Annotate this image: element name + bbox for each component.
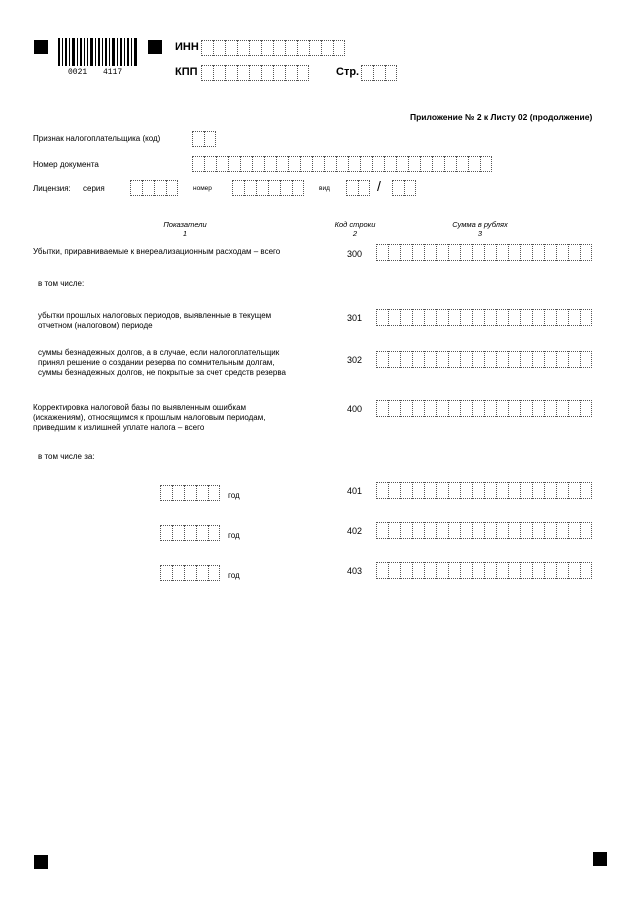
row-403-year-field[interactable] bbox=[160, 565, 220, 581]
character-cell[interactable] bbox=[312, 156, 324, 172]
character-cell[interactable] bbox=[532, 400, 544, 417]
character-cell[interactable] bbox=[544, 351, 556, 368]
character-cell[interactable] bbox=[228, 156, 240, 172]
row-403-amount-field[interactable] bbox=[376, 562, 592, 579]
col3-number: 3 bbox=[477, 229, 483, 238]
character-cell[interactable] bbox=[496, 351, 508, 368]
character-cell[interactable] bbox=[376, 244, 388, 261]
character-cell[interactable] bbox=[460, 351, 472, 368]
row-302-label-line-3: суммы безнадежных долгов, не покрытые за счет средств резерва bbox=[38, 368, 286, 377]
character-cell[interactable] bbox=[460, 562, 472, 579]
character-cell[interactable] bbox=[520, 482, 532, 499]
character-cell[interactable] bbox=[376, 522, 388, 539]
row-301-code: 301 bbox=[347, 313, 363, 323]
col2-number: 2 bbox=[352, 229, 358, 238]
row-400-label-line-3: приведшим к излишней уплате налога – всего bbox=[33, 423, 205, 432]
character-cell[interactable] bbox=[237, 40, 249, 56]
row-302-code: 302 bbox=[347, 355, 363, 365]
character-cell[interactable] bbox=[436, 562, 448, 579]
character-cell[interactable] bbox=[420, 156, 432, 172]
character-cell[interactable] bbox=[196, 525, 208, 541]
character-cell[interactable] bbox=[460, 244, 472, 261]
character-cell[interactable] bbox=[568, 400, 580, 417]
row-400-label-line-2: (искажениям), относящимся к прошлым налоговым периодам, bbox=[33, 413, 266, 422]
taxpayer-sign-field[interactable] bbox=[192, 131, 216, 147]
character-cell[interactable] bbox=[484, 522, 496, 539]
character-cell[interactable] bbox=[424, 309, 436, 326]
character-cell[interactable] bbox=[184, 525, 196, 541]
character-cell[interactable] bbox=[321, 40, 333, 56]
character-cell[interactable] bbox=[208, 485, 220, 501]
character-cell[interactable] bbox=[424, 562, 436, 579]
character-cell[interactable] bbox=[213, 65, 225, 81]
character-cell[interactable] bbox=[580, 482, 592, 499]
barcode-number-right: 4117 bbox=[103, 68, 123, 77]
character-cell[interactable] bbox=[404, 180, 416, 196]
character-cell[interactable] bbox=[472, 244, 484, 261]
character-cell[interactable] bbox=[556, 482, 568, 499]
character-cell[interactable] bbox=[361, 65, 373, 81]
character-cell[interactable] bbox=[424, 522, 436, 539]
character-cell[interactable] bbox=[400, 482, 412, 499]
character-cell[interactable] bbox=[244, 180, 256, 196]
character-cell[interactable] bbox=[264, 156, 276, 172]
character-cell[interactable] bbox=[172, 525, 184, 541]
corner-marker-bottom-right bbox=[593, 852, 607, 866]
character-cell[interactable] bbox=[388, 562, 400, 579]
character-cell[interactable] bbox=[225, 40, 237, 56]
row-401-year-field[interactable] bbox=[160, 485, 220, 501]
character-cell[interactable] bbox=[412, 482, 424, 499]
character-cell[interactable] bbox=[568, 351, 580, 368]
character-cell[interactable] bbox=[384, 156, 396, 172]
character-cell[interactable] bbox=[532, 351, 544, 368]
character-cell[interactable] bbox=[388, 400, 400, 417]
character-cell[interactable] bbox=[130, 180, 142, 196]
character-cell[interactable] bbox=[376, 309, 388, 326]
row-300-code: 300 bbox=[347, 249, 363, 259]
character-cell[interactable] bbox=[400, 400, 412, 417]
character-cell[interactable] bbox=[448, 400, 460, 417]
character-cell[interactable] bbox=[432, 156, 444, 172]
character-cell[interactable] bbox=[460, 482, 472, 499]
character-cell[interactable] bbox=[388, 482, 400, 499]
character-cell[interactable] bbox=[348, 156, 360, 172]
character-cell[interactable] bbox=[249, 40, 261, 56]
character-cell[interactable] bbox=[184, 485, 196, 501]
row-300-label: Убытки, приравниваемые к внереализационным расходам – всего bbox=[33, 247, 281, 256]
inn-label: ИНН bbox=[175, 41, 199, 53]
character-cell[interactable] bbox=[448, 482, 460, 499]
character-cell[interactable] bbox=[556, 522, 568, 539]
character-cell[interactable] bbox=[388, 522, 400, 539]
character-cell[interactable] bbox=[400, 562, 412, 579]
character-cell[interactable] bbox=[580, 244, 592, 261]
character-cell[interactable] bbox=[297, 40, 309, 56]
license-series-field[interactable] bbox=[130, 180, 178, 196]
character-cell[interactable] bbox=[568, 562, 580, 579]
character-cell[interactable] bbox=[208, 565, 220, 581]
character-cell[interactable] bbox=[496, 400, 508, 417]
license-label: Лицензия: bbox=[33, 184, 71, 193]
character-cell[interactable] bbox=[480, 156, 492, 172]
row-402-code: 402 bbox=[347, 526, 363, 536]
character-cell[interactable] bbox=[448, 562, 460, 579]
character-cell[interactable] bbox=[216, 156, 228, 172]
character-cell[interactable] bbox=[484, 482, 496, 499]
character-cell[interactable] bbox=[142, 180, 154, 196]
character-cell[interactable] bbox=[385, 65, 397, 81]
row-401-year-label: год bbox=[228, 491, 240, 500]
row-402-year-label: год bbox=[228, 531, 240, 540]
corner-marker-top-mid bbox=[148, 40, 162, 54]
character-cell[interactable] bbox=[556, 562, 568, 579]
character-cell[interactable] bbox=[373, 65, 385, 81]
character-cell[interactable] bbox=[496, 244, 508, 261]
row-402-year-field[interactable] bbox=[160, 525, 220, 541]
character-cell[interactable] bbox=[160, 565, 172, 581]
character-cell[interactable] bbox=[261, 65, 273, 81]
character-cell[interactable] bbox=[520, 309, 532, 326]
col2-header: Код строки bbox=[334, 220, 376, 229]
character-cell[interactable] bbox=[336, 156, 348, 172]
character-cell[interactable] bbox=[412, 522, 424, 539]
col3-header: Сумма в рублях bbox=[452, 220, 508, 229]
character-cell[interactable] bbox=[448, 309, 460, 326]
kpp-field[interactable] bbox=[201, 65, 309, 81]
character-cell[interactable] bbox=[472, 309, 484, 326]
character-cell[interactable] bbox=[460, 400, 472, 417]
character-cell[interactable] bbox=[568, 482, 580, 499]
character-cell[interactable] bbox=[285, 40, 297, 56]
character-cell[interactable] bbox=[288, 156, 300, 172]
character-cell[interactable] bbox=[520, 244, 532, 261]
kind-separator: / bbox=[377, 178, 381, 194]
character-cell[interactable] bbox=[496, 482, 508, 499]
kind-label: вид bbox=[319, 185, 330, 192]
character-cell[interactable] bbox=[276, 156, 288, 172]
character-cell[interactable] bbox=[292, 180, 304, 196]
character-cell[interactable] bbox=[508, 562, 520, 579]
character-cell[interactable] bbox=[508, 522, 520, 539]
character-cell[interactable] bbox=[268, 180, 280, 196]
character-cell[interactable] bbox=[201, 40, 213, 56]
character-cell[interactable] bbox=[324, 156, 336, 172]
character-cell[interactable] bbox=[412, 309, 424, 326]
row-301-label-line-1: убытки прошлых налоговых периодов, выявленные в текущем bbox=[38, 311, 272, 320]
character-cell[interactable] bbox=[204, 156, 216, 172]
character-cell[interactable] bbox=[544, 244, 556, 261]
character-cell[interactable] bbox=[372, 156, 384, 172]
row-302-amount-field[interactable] bbox=[376, 351, 592, 368]
character-cell[interactable] bbox=[544, 562, 556, 579]
character-cell[interactable] bbox=[532, 562, 544, 579]
license-kind-field-1[interactable] bbox=[346, 180, 370, 196]
character-cell[interactable] bbox=[580, 522, 592, 539]
character-cell[interactable] bbox=[436, 309, 448, 326]
barcode bbox=[58, 38, 138, 66]
character-cell[interactable] bbox=[172, 565, 184, 581]
license-kind-field-2[interactable] bbox=[392, 180, 416, 196]
character-cell[interactable] bbox=[160, 485, 172, 501]
row-403-year-label: год bbox=[228, 571, 240, 580]
license-number-field[interactable] bbox=[232, 180, 304, 196]
document-number-label: Номер документа bbox=[33, 160, 99, 169]
character-cell[interactable] bbox=[436, 351, 448, 368]
character-cell[interactable] bbox=[472, 562, 484, 579]
character-cell[interactable] bbox=[468, 156, 480, 172]
character-cell[interactable] bbox=[237, 65, 249, 81]
character-cell[interactable] bbox=[532, 309, 544, 326]
character-cell[interactable] bbox=[544, 309, 556, 326]
character-cell[interactable] bbox=[388, 244, 400, 261]
character-cell[interactable] bbox=[392, 180, 404, 196]
character-cell[interactable] bbox=[520, 562, 532, 579]
character-cell[interactable] bbox=[496, 309, 508, 326]
row-300-amount-field[interactable] bbox=[376, 244, 592, 261]
character-cell[interactable] bbox=[556, 309, 568, 326]
row-302-label-line-2: принял решение о создании резерва по сомнительным долгам, bbox=[38, 358, 275, 367]
character-cell[interactable] bbox=[580, 351, 592, 368]
character-cell[interactable] bbox=[388, 309, 400, 326]
character-cell[interactable] bbox=[297, 65, 309, 81]
character-cell[interactable] bbox=[376, 482, 388, 499]
row-302-label-line-1: суммы безнадежных долгов, а в случае, если налогоплательщик bbox=[38, 348, 280, 357]
character-cell[interactable] bbox=[424, 244, 436, 261]
character-cell[interactable] bbox=[196, 485, 208, 501]
character-cell[interactable] bbox=[154, 180, 166, 196]
character-cell[interactable] bbox=[396, 156, 408, 172]
including-for-label: в том числе за: bbox=[38, 452, 95, 461]
character-cell[interactable] bbox=[424, 400, 436, 417]
character-cell[interactable] bbox=[436, 482, 448, 499]
character-cell[interactable] bbox=[346, 180, 358, 196]
character-cell[interactable] bbox=[568, 522, 580, 539]
character-cell[interactable] bbox=[424, 482, 436, 499]
character-cell[interactable] bbox=[400, 244, 412, 261]
character-cell[interactable] bbox=[358, 180, 370, 196]
character-cell[interactable] bbox=[408, 156, 420, 172]
character-cell[interactable] bbox=[376, 562, 388, 579]
character-cell[interactable] bbox=[496, 562, 508, 579]
character-cell[interactable] bbox=[204, 131, 216, 147]
character-cell[interactable] bbox=[436, 522, 448, 539]
document-number-field[interactable] bbox=[192, 156, 492, 172]
character-cell[interactable] bbox=[436, 244, 448, 261]
character-cell[interactable] bbox=[400, 309, 412, 326]
character-cell[interactable] bbox=[412, 562, 424, 579]
character-cell[interactable] bbox=[460, 522, 472, 539]
character-cell[interactable] bbox=[556, 351, 568, 368]
character-cell[interactable] bbox=[280, 180, 292, 196]
row-301-amount-field[interactable] bbox=[376, 309, 592, 326]
character-cell[interactable] bbox=[213, 40, 225, 56]
character-cell[interactable] bbox=[184, 565, 196, 581]
page-field[interactable] bbox=[361, 65, 397, 81]
col1-header: Показатели bbox=[163, 220, 207, 229]
row-401-amount-field[interactable] bbox=[376, 482, 592, 499]
character-cell[interactable] bbox=[580, 309, 592, 326]
character-cell[interactable] bbox=[192, 131, 204, 147]
character-cell[interactable] bbox=[520, 522, 532, 539]
character-cell[interactable] bbox=[472, 482, 484, 499]
character-cell[interactable] bbox=[172, 485, 184, 501]
character-cell[interactable] bbox=[472, 522, 484, 539]
character-cell[interactable] bbox=[508, 309, 520, 326]
character-cell[interactable] bbox=[472, 400, 484, 417]
character-cell[interactable] bbox=[448, 351, 460, 368]
character-cell[interactable] bbox=[544, 400, 556, 417]
character-cell[interactable] bbox=[556, 244, 568, 261]
col1-number: 1 bbox=[182, 229, 188, 238]
inn-field[interactable] bbox=[201, 40, 345, 56]
character-cell[interactable] bbox=[448, 244, 460, 261]
character-cell[interactable] bbox=[412, 244, 424, 261]
character-cell[interactable] bbox=[166, 180, 178, 196]
character-cell[interactable] bbox=[412, 351, 424, 368]
character-cell[interactable] bbox=[568, 244, 580, 261]
character-cell[interactable] bbox=[556, 400, 568, 417]
character-cell[interactable] bbox=[208, 525, 220, 541]
character-cell[interactable] bbox=[484, 400, 496, 417]
series-label: серия bbox=[83, 184, 105, 193]
character-cell[interactable] bbox=[580, 400, 592, 417]
character-cell[interactable] bbox=[240, 156, 252, 172]
character-cell[interactable] bbox=[252, 156, 264, 172]
character-cell[interactable] bbox=[360, 156, 372, 172]
character-cell[interactable] bbox=[201, 65, 213, 81]
character-cell[interactable] bbox=[300, 156, 312, 172]
including-label: в том числе: bbox=[38, 279, 85, 288]
row-400-code: 400 bbox=[347, 404, 363, 414]
kpp-label: КПП bbox=[175, 66, 198, 78]
character-cell[interactable] bbox=[580, 562, 592, 579]
character-cell[interactable] bbox=[444, 156, 456, 172]
character-cell[interactable] bbox=[232, 180, 244, 196]
character-cell[interactable] bbox=[484, 562, 496, 579]
character-cell[interactable] bbox=[484, 309, 496, 326]
number-label: номер bbox=[193, 185, 212, 192]
page-label: Стр. bbox=[336, 66, 360, 78]
row-402-amount-field[interactable] bbox=[376, 522, 592, 539]
character-cell[interactable] bbox=[544, 482, 556, 499]
row-401-code: 401 bbox=[347, 486, 363, 496]
character-cell[interactable] bbox=[448, 522, 460, 539]
character-cell[interactable] bbox=[508, 482, 520, 499]
character-cell[interactable] bbox=[196, 565, 208, 581]
character-cell[interactable] bbox=[160, 525, 172, 541]
character-cell[interactable] bbox=[412, 400, 424, 417]
character-cell[interactable] bbox=[484, 351, 496, 368]
character-cell[interactable] bbox=[388, 351, 400, 368]
appendix-title: Приложение № 2 к Листу 02 (продолжение) bbox=[410, 112, 593, 122]
corner-marker-top-left bbox=[34, 40, 48, 54]
character-cell[interactable] bbox=[273, 65, 285, 81]
character-cell[interactable] bbox=[309, 40, 321, 56]
character-cell[interactable] bbox=[249, 65, 261, 81]
corner-marker-bottom-left bbox=[34, 855, 48, 869]
character-cell[interactable] bbox=[460, 309, 472, 326]
character-cell[interactable] bbox=[400, 351, 412, 368]
barcode-number-left: 0021 bbox=[68, 68, 88, 77]
character-cell[interactable] bbox=[496, 522, 508, 539]
character-cell[interactable] bbox=[532, 482, 544, 499]
character-cell[interactable] bbox=[376, 351, 388, 368]
character-cell[interactable] bbox=[192, 156, 204, 172]
character-cell[interactable] bbox=[225, 65, 237, 81]
character-cell[interactable] bbox=[520, 351, 532, 368]
row-403-code: 403 bbox=[347, 566, 363, 576]
row-400-label-line-1: Корректировка налоговой базы по выявленным ошибкам bbox=[33, 403, 247, 412]
character-cell[interactable] bbox=[508, 351, 520, 368]
character-cell[interactable] bbox=[436, 400, 448, 417]
character-cell[interactable] bbox=[376, 400, 388, 417]
character-cell[interactable] bbox=[520, 400, 532, 417]
character-cell[interactable] bbox=[256, 180, 268, 196]
character-cell[interactable] bbox=[456, 156, 468, 172]
character-cell[interactable] bbox=[484, 244, 496, 261]
character-cell[interactable] bbox=[508, 400, 520, 417]
row-400-amount-field[interactable] bbox=[376, 400, 592, 417]
character-cell[interactable] bbox=[285, 65, 297, 81]
character-cell[interactable] bbox=[568, 309, 580, 326]
taxpayer-sign-label: Признак налогоплательщика (код) bbox=[33, 134, 161, 143]
character-cell[interactable] bbox=[532, 244, 544, 261]
character-cell[interactable] bbox=[472, 351, 484, 368]
character-cell[interactable] bbox=[508, 244, 520, 261]
character-cell[interactable] bbox=[261, 40, 273, 56]
character-cell[interactable] bbox=[424, 351, 436, 368]
character-cell[interactable] bbox=[333, 40, 345, 56]
row-301-label-line-2: отчетном (налоговом) периоде bbox=[38, 321, 153, 330]
character-cell[interactable] bbox=[544, 522, 556, 539]
character-cell[interactable] bbox=[532, 522, 544, 539]
character-cell[interactable] bbox=[273, 40, 285, 56]
character-cell[interactable] bbox=[400, 522, 412, 539]
